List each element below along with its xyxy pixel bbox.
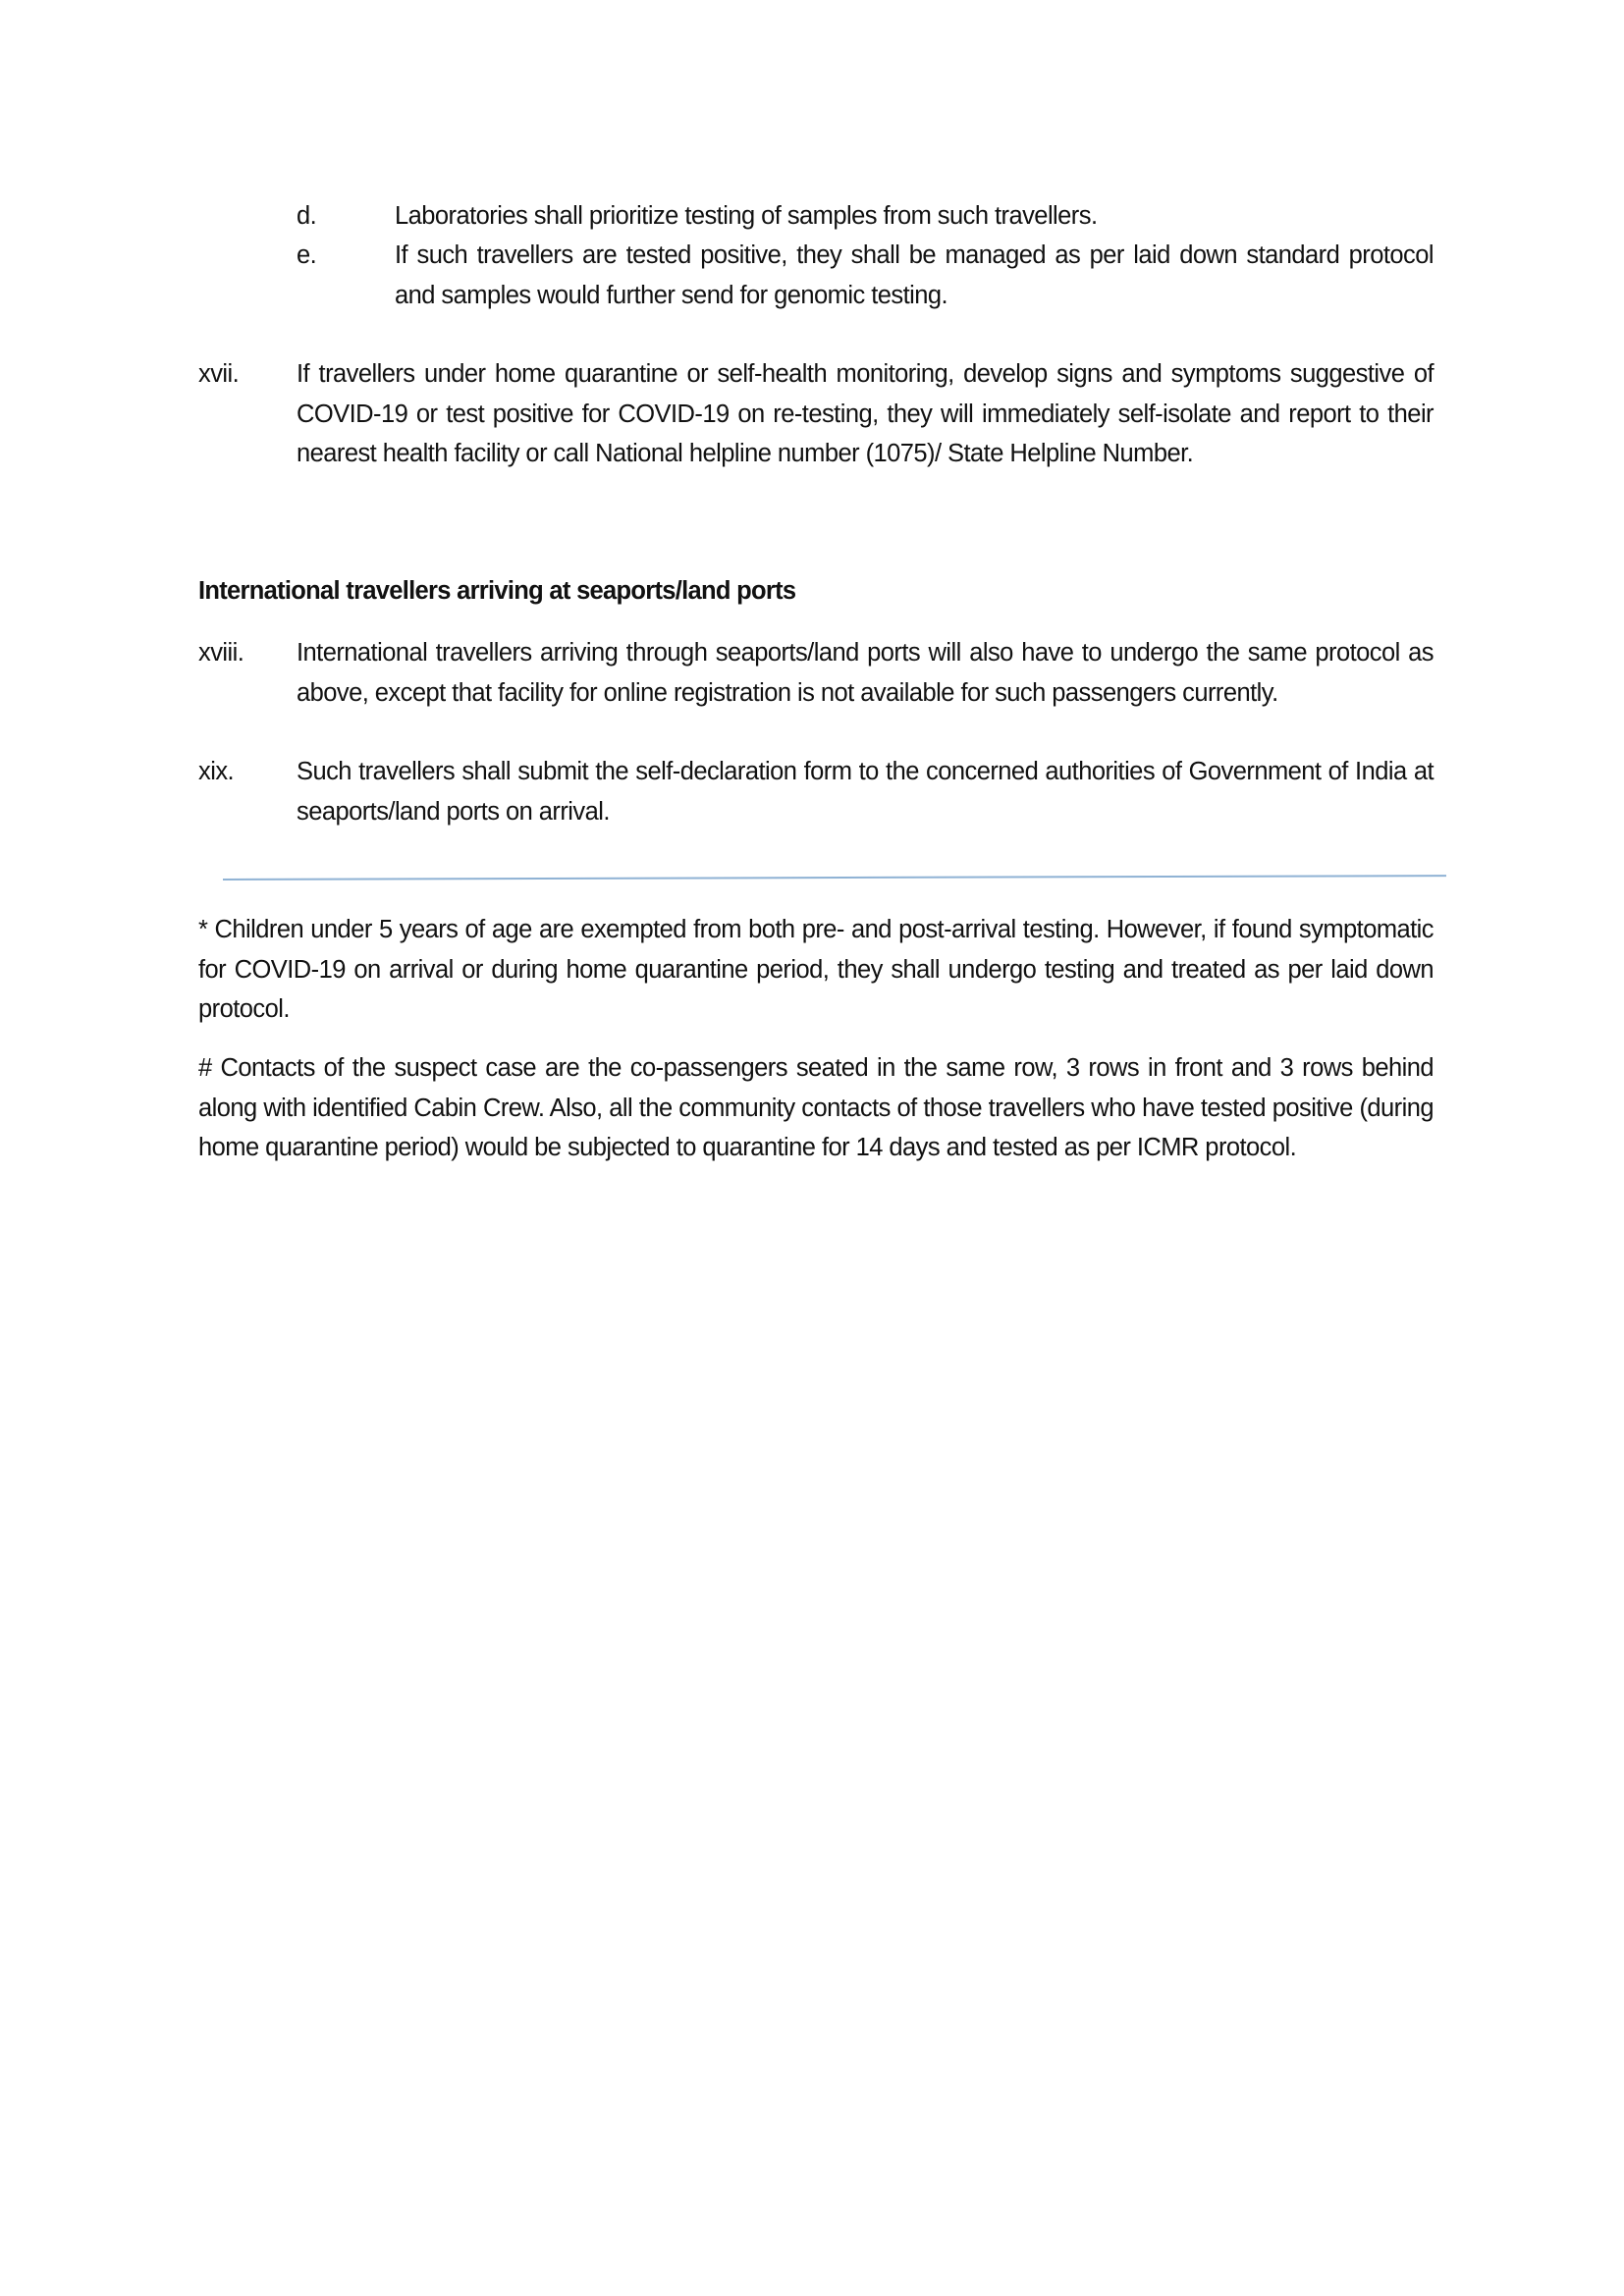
list-item-label: xviii. bbox=[198, 639, 244, 667]
list-item-text: International travellers arriving through seaports/land ports will also have to undergo the same protocol as above, except that facility for online registration is not available for such passengers currently. bbox=[297, 639, 1434, 707]
list-item-label: xix. bbox=[198, 758, 235, 785]
list-item-label: xvii. bbox=[198, 360, 240, 388]
footnote-divider bbox=[223, 875, 1446, 881]
list-item-text: If such travellers are tested positive, they shall be managed as per laid down standard protocol and samples would further send for genomic testing. bbox=[395, 241, 1434, 309]
footnote-children-exemption: * Children under 5 years of age are exempted from both pre- and post-arrival testing. However, if found symptomatic for COVID-19 on arrival or during home quarantine period, they shall undergo testing and treated as per laid down protocol. bbox=[198, 916, 1434, 1023]
footnote-contacts-definition: # Contacts of the suspect case are the co-passengers seated in the same row, 3 rows in front and 3 rows behind along with identified Cabin Crew. Also, all the community contacts of those travellers who have tested positive (during home quarantine period) would be subjected to quarantine for 14 days and tested as per ICMR protocol. bbox=[198, 1054, 1434, 1161]
list-item-text: Such travellers shall submit the self-declaration form to the concerned authorities of Government of India at seaports/land ports on arrival. bbox=[297, 758, 1434, 826]
list-item-text: Laboratories shall prioritize testing of samples from such travellers. bbox=[395, 202, 1098, 230]
list-item-text: If travellers under home quarantine or self-health monitoring, develop signs and symptoms suggestive of COVID-19 or test positive for COVID-19 on re-testing, they will immediately self-isolate and report to their nearest health facility or call National helpline number (1075)/ State Helpline Number. bbox=[297, 360, 1434, 467]
list-item-label: d. bbox=[297, 202, 317, 230]
section-heading: International travellers arriving at seaports/land ports bbox=[198, 577, 796, 605]
list-item-label: e. bbox=[297, 241, 317, 269]
